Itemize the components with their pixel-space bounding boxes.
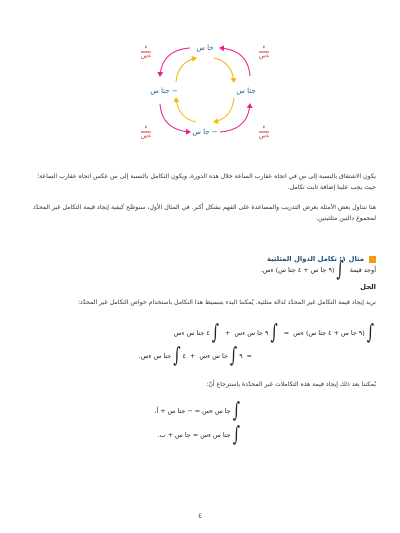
integral-sign-icon: ∫ [270,321,278,345]
integral-sign-icon: ∫ [336,258,344,282]
arrow-inner-top-right [214,58,234,82]
node-cos: جتا س [236,87,256,95]
arrow-inner-top-left [176,58,196,82]
arrow-outer-bottom-right [220,104,250,132]
rule-cos-integral [157,423,242,447]
arrow-outer-top-right [220,48,250,76]
eq2-coef-nine: ٩ [239,352,243,360]
arrow-outer-bottom-left [160,104,190,132]
eq1-plus: + [225,329,231,337]
paragraph-examples-intro: هنا نتناول بعض الأمثلة بغرض التدريب والمساعدة على الفهم بشكل أكبر. في المثال الأول، سنوضّح كيفية إيجاد قيمة التكامل غير المحدّد لمجموع دالتين مثلثيتين. [32,204,376,222]
node-neg-sin: − جا س [192,128,218,136]
arrow-outer-top-left [160,48,190,76]
integral-sign-icon: ∫ [173,344,181,368]
node-neg-cos: − جتا س [150,87,178,95]
rule1-text: جا س ءس = − جتا س + أ، [154,407,231,415]
fraction-bottom-right: ء ءس [258,123,270,140]
page-number: ٤ [198,512,202,520]
integral-sign-icon: ∫ [229,344,238,368]
integral-sign-icon: ∫ [232,423,240,447]
eq2-equals: = [246,352,252,360]
eq1-rhs-a: ٩ جا س ءس [234,329,269,337]
rule-sin-integral [154,399,242,423]
node-sin: جا س [196,44,214,52]
integral-sign-icon: ∫ [211,321,220,345]
eq2-plus: + [189,352,196,360]
fraction-top-right: ء ءس [258,43,270,60]
example-title: مثال ١: تكامل الدوال المثلثية [266,255,364,263]
paragraph-cycle-explanation: يكون الاشتقاق بالنسبة إلى س في اتجاه عقارب الساعة خلال هذه الدورة، ويكون التكامل بالنسبة إلى س عكس اتجاه عقارب الساعة؛ حيث يجب علينا إضافة ثابت تكامل. [37,173,376,191]
arrow-inner-bottom-left [176,98,196,122]
eq1-lhs: (٩ جا س + ٤ جتا س) ءس [293,329,365,337]
eq1-equals: = [283,329,290,337]
integral-sign-icon: ∫ [366,321,374,345]
solution-heading: الحل [360,283,376,291]
fraction-bottom-left: ء ءس [140,123,152,140]
find-expression: (٩ جا س + ٤ جتا س) ءس. [260,266,335,274]
arrow-inner-bottom-right [214,98,234,122]
paragraph-solution-intro: نريد إيجاد قيمة التكامل غير المحدّد لدالة مثلثية. يُمكننا البدء بتبسيط هذا التكامل باستخدام خواص التكامل غير المحدّد: [77,299,376,306]
fraction-top-left: ء ءس [140,43,152,60]
equation-line-1 [173,321,376,345]
paragraph-recall: يُمكننا بعد ذلك إيجاد قيمة هذه التكاملات غير المحدّدة باسترجاع أنّ: [206,381,376,388]
eq2-coef-four: ٤ [182,352,186,360]
eq1-rhs-b: ٤ جتا س ءس [173,329,210,337]
derivative-cycle-diagram [140,40,270,140]
find-label: أوجد قيمة [349,266,376,274]
integral-sign-icon: ∫ [232,399,240,423]
rule2-text: جتا س ءس = جا س + ب. [157,431,231,439]
equation-line-2 [138,344,376,368]
eq2-rhs-a: جا س ءس [199,352,228,360]
eq2-rhs-b: جتا س ءس. [138,352,172,360]
